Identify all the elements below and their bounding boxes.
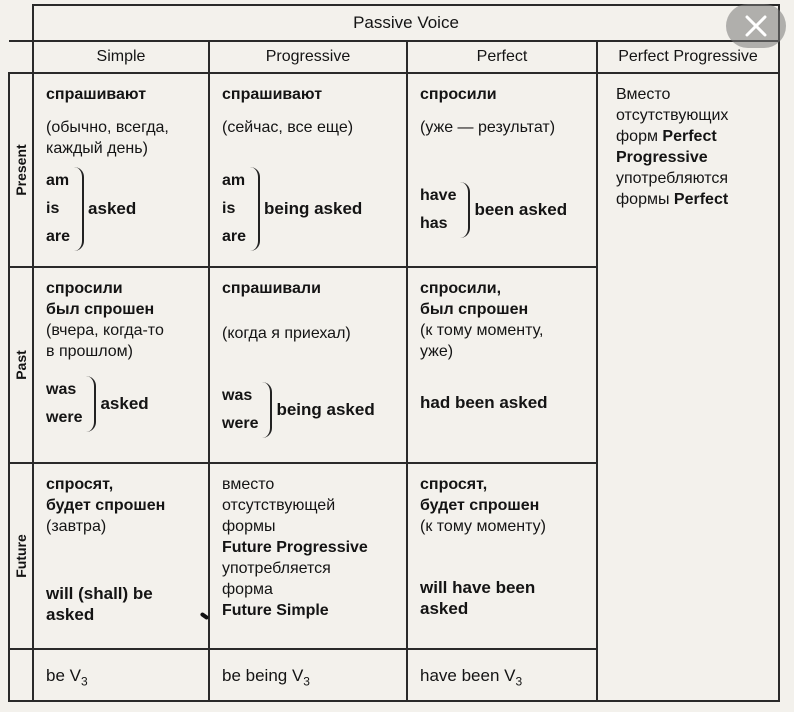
row-label-present: Present (9, 73, 33, 267)
verb-form (222, 382, 396, 438)
auxiliary-verb: am (222, 172, 246, 189)
verb-form (46, 167, 198, 251)
note-line: вместо (222, 476, 275, 493)
usage-note: каждый день) (46, 140, 148, 157)
auxiliary-verb: are (46, 228, 71, 245)
passive-voice-table (8, 4, 780, 702)
auxiliary-verb: was (46, 381, 77, 398)
russian-translation: спросили, (420, 280, 502, 297)
russian-translation: будет спрошен (420, 497, 540, 514)
russian-translation: будет спрошен (46, 497, 166, 514)
russian-translation: был спрошен (46, 301, 155, 318)
row-label-formula (9, 649, 33, 701)
note-line: употребляется (222, 560, 331, 577)
usage-note: уже) (420, 343, 454, 360)
row-label-future: Future (9, 463, 33, 649)
main-verb: being asked (276, 400, 375, 419)
note-line: форм Perfect (616, 128, 717, 145)
ink-mark (200, 612, 210, 620)
russian-translation: спрашивают (222, 86, 323, 103)
auxiliary-verb: are (222, 228, 247, 245)
verb-form: had been asked (420, 393, 548, 412)
note-line: Вместо (616, 86, 671, 103)
russian-translation: спросят, (420, 476, 488, 493)
present-progressive-cell (209, 73, 407, 267)
brace-icon (72, 167, 84, 251)
note-line: отсутствующей (222, 497, 336, 514)
formula-progressive: be being $V_3$ (209, 649, 407, 701)
russian-translation: спросили (46, 280, 123, 297)
russian-translation: спросят, (46, 476, 114, 493)
row-label-past: Past (9, 267, 33, 463)
present-simple-cell (33, 73, 209, 267)
past-progressive-cell (209, 267, 407, 463)
usage-note: (когда я приехал) (222, 325, 351, 342)
column-header-perfect: Perfect (407, 41, 597, 73)
past-perfect-cell (407, 267, 597, 463)
verb-form: will have been (420, 578, 536, 597)
auxiliary-verb: is (46, 200, 60, 217)
russian-translation: спрашивают (46, 86, 147, 103)
brace-icon (260, 382, 272, 438)
usage-note: (завтра) (46, 518, 107, 535)
main-verb: asked (88, 199, 137, 218)
formula-simple: be $V_3$ (33, 649, 209, 701)
close-icon (743, 13, 769, 39)
russian-translation: спросили (420, 86, 497, 103)
note-line: Future Simple (222, 602, 329, 619)
usage-note: в прошлом) (46, 343, 133, 360)
auxiliary-verb: am (46, 172, 70, 189)
column-header-progressive: Progressive (209, 41, 407, 73)
main-verb: being asked (264, 199, 363, 218)
brace-icon (84, 376, 96, 432)
perfect-progressive-cell (597, 73, 779, 701)
auxiliary-verb: is (222, 200, 236, 217)
close-button[interactable] (726, 4, 786, 48)
note-line: формы Perfect (616, 191, 729, 208)
note-line: формы (222, 518, 276, 535)
usage-note: (вчера, когда-то (46, 322, 164, 339)
usage-note: (уже — результат) (420, 119, 556, 136)
present-perfect-cell (407, 73, 597, 267)
usage-note: (обычно, всегда, (46, 119, 169, 136)
column-header-perfect-progressive: Perfect Progressive (597, 41, 779, 73)
brace-icon (458, 182, 470, 238)
table-title: Passive Voice (33, 5, 779, 41)
auxiliary-verb: were (46, 409, 83, 426)
future-simple-cell (33, 463, 209, 649)
verb-form (46, 376, 198, 432)
corner-cell (9, 41, 33, 73)
formula-perfect: have been $V_3$ (407, 649, 597, 701)
corner-cell (9, 5, 33, 41)
note-line: отсутствующих (616, 107, 729, 124)
past-simple-cell (33, 267, 209, 463)
verb-form (222, 167, 396, 251)
note-line: Progressive (616, 149, 708, 166)
column-header-simple: Simple (33, 41, 209, 73)
future-perfect-cell (407, 463, 597, 649)
auxiliary-verb: has (420, 215, 448, 232)
verb-form: asked (46, 605, 95, 624)
future-progressive-cell (209, 463, 407, 649)
usage-note: (сейчас, все еще) (222, 119, 354, 136)
auxiliary-verb: have (420, 187, 457, 204)
brace-icon (248, 167, 260, 251)
main-verb: been asked (474, 200, 568, 219)
note-line: форма (222, 581, 273, 598)
russian-translation: спрашивали (222, 280, 321, 297)
russian-translation: был спрошен (420, 301, 529, 318)
verb-form: asked (420, 599, 469, 618)
verb-form: will (shall) be (46, 584, 153, 603)
note-line: Future Progressive (222, 539, 368, 556)
main-verb: asked (100, 394, 149, 413)
note-line: употребляются (616, 170, 729, 187)
verb-form (420, 182, 586, 238)
auxiliary-verb: was (222, 387, 253, 404)
usage-note: (к тому моменту) (420, 518, 546, 535)
auxiliary-verb: were (222, 415, 259, 432)
usage-note: (к тому моменту, (420, 322, 544, 339)
